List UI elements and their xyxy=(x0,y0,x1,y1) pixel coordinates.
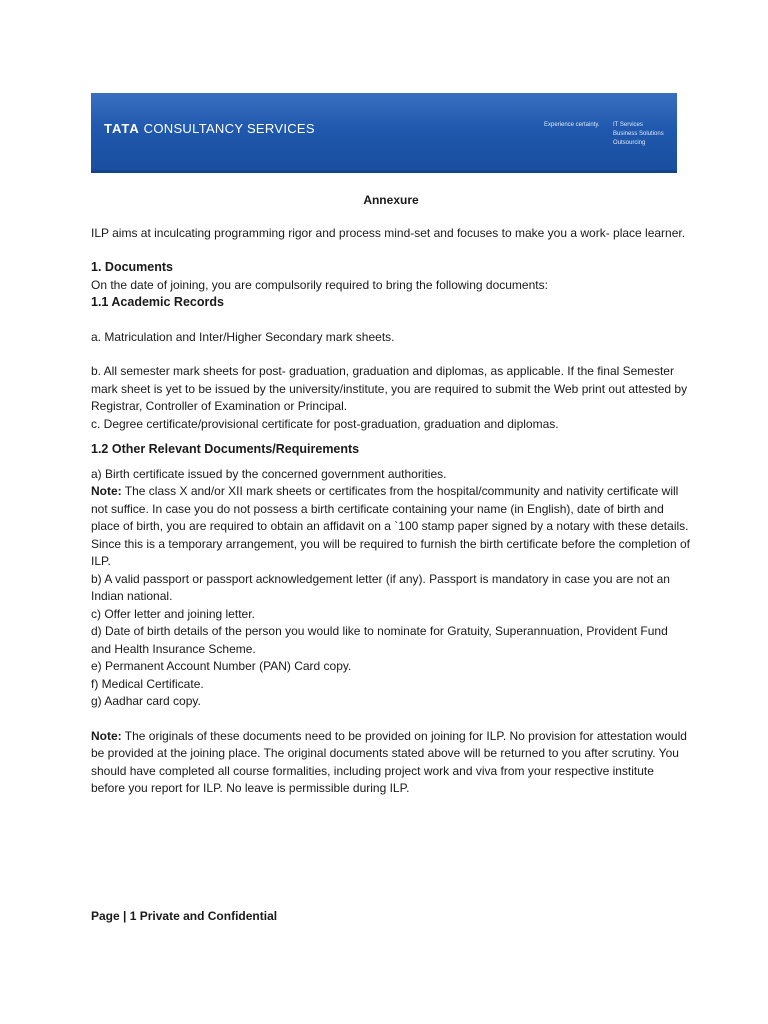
section-1-text: On the date of joining, you are compulsorily required to bring the following documents: xyxy=(91,277,548,292)
academic-item-b: b. All semester mark sheets for post- graduation, graduation and diplomas, as applicable. If the final Semester mark sheet is yet to be issued by the university/institute, you are required to submit the Web print out attested by Registrar, Controller of Examination or Principal. xyxy=(91,364,688,413)
section-1-title: Documents xyxy=(104,260,173,274)
company-logo xyxy=(104,121,315,136)
note-1-text: The class X and/or XII mark sheets or certificates from the hospital/community and nativity certificate will not suffice. In case you do not possess a birth certificate containing your name (in English), date of birth and place of birth, you are required to obtain an affidavit on a `100 stamp paper signed by a notary with these details. Since this is a temporary arrangement, you will be required to furnish the birth certificate before the completion of ILP. xyxy=(91,484,690,568)
document-title: Annexure xyxy=(363,193,419,207)
note-2 xyxy=(91,728,691,798)
page-footer: Page | 1 Private and Confidential xyxy=(91,909,278,923)
academic-item-c: c. Degree certificate/provisional certificate for post-graduation, graduation and diplomas. xyxy=(91,416,559,431)
section-1-heading xyxy=(91,259,691,277)
academic-item-a: a. Matriculation and Inter/Higher Secondary mark sheets. xyxy=(91,329,395,344)
note-2-label: Note: xyxy=(91,728,122,743)
requirement-c: c) Offer letter and joining letter. xyxy=(91,606,255,621)
section-1-2-heading: 1.2 Other Relevant Documents/Requirements xyxy=(91,442,360,456)
brand-rest: CONSULTANCY SERVICES xyxy=(139,121,315,136)
header-banner xyxy=(91,93,677,173)
services-list xyxy=(613,121,664,148)
requirement-a: a) Birth certificate issued by the concerned government authorities. xyxy=(91,466,447,481)
note-1 xyxy=(91,483,691,571)
service-item: Business Solutions xyxy=(613,131,664,137)
service-item: IT Services xyxy=(613,122,643,128)
requirement-e: e) Permanent Account Number (PAN) Card copy. xyxy=(91,659,352,673)
requirement-d: d) Date of birth details of the person you would like to nominate for Gratuity, Superannuation, Provident Fund and Health Insurance Scheme. xyxy=(91,624,668,656)
note-1-label: Note: xyxy=(91,484,122,498)
service-item: Outsourcing xyxy=(613,140,646,146)
requirement-f: f) Medical Certificate. xyxy=(91,676,204,691)
section-1-1-heading: 1.1 Academic Records xyxy=(91,295,224,309)
requirement-b: b) A valid passport or passport acknowledgement letter (if any). Passport is mandatory in case you are not an Indian national. xyxy=(91,571,670,603)
requirement-g: g) Aadhar card copy. xyxy=(91,694,201,708)
document-body xyxy=(91,192,691,798)
note-2-text: The originals of these documents need to be provided on joining for ILP. No provision for attestation would be provided at the joining place. The original documents stated above will be returned to you after scrutiny. You should have completed all course formalities, including project work and viva from your respective institute before you report for ILP. No leave is permissible during ILP. xyxy=(91,728,687,795)
brand-bold: TATA xyxy=(104,121,140,136)
tagline: Experience certainty. xyxy=(544,122,600,128)
section-1-number: 1. xyxy=(91,260,102,274)
intro-paragraph: ILP aims at inculcating programming rigor and process mind-set and focuses to make you a work- place learner. xyxy=(91,225,686,240)
